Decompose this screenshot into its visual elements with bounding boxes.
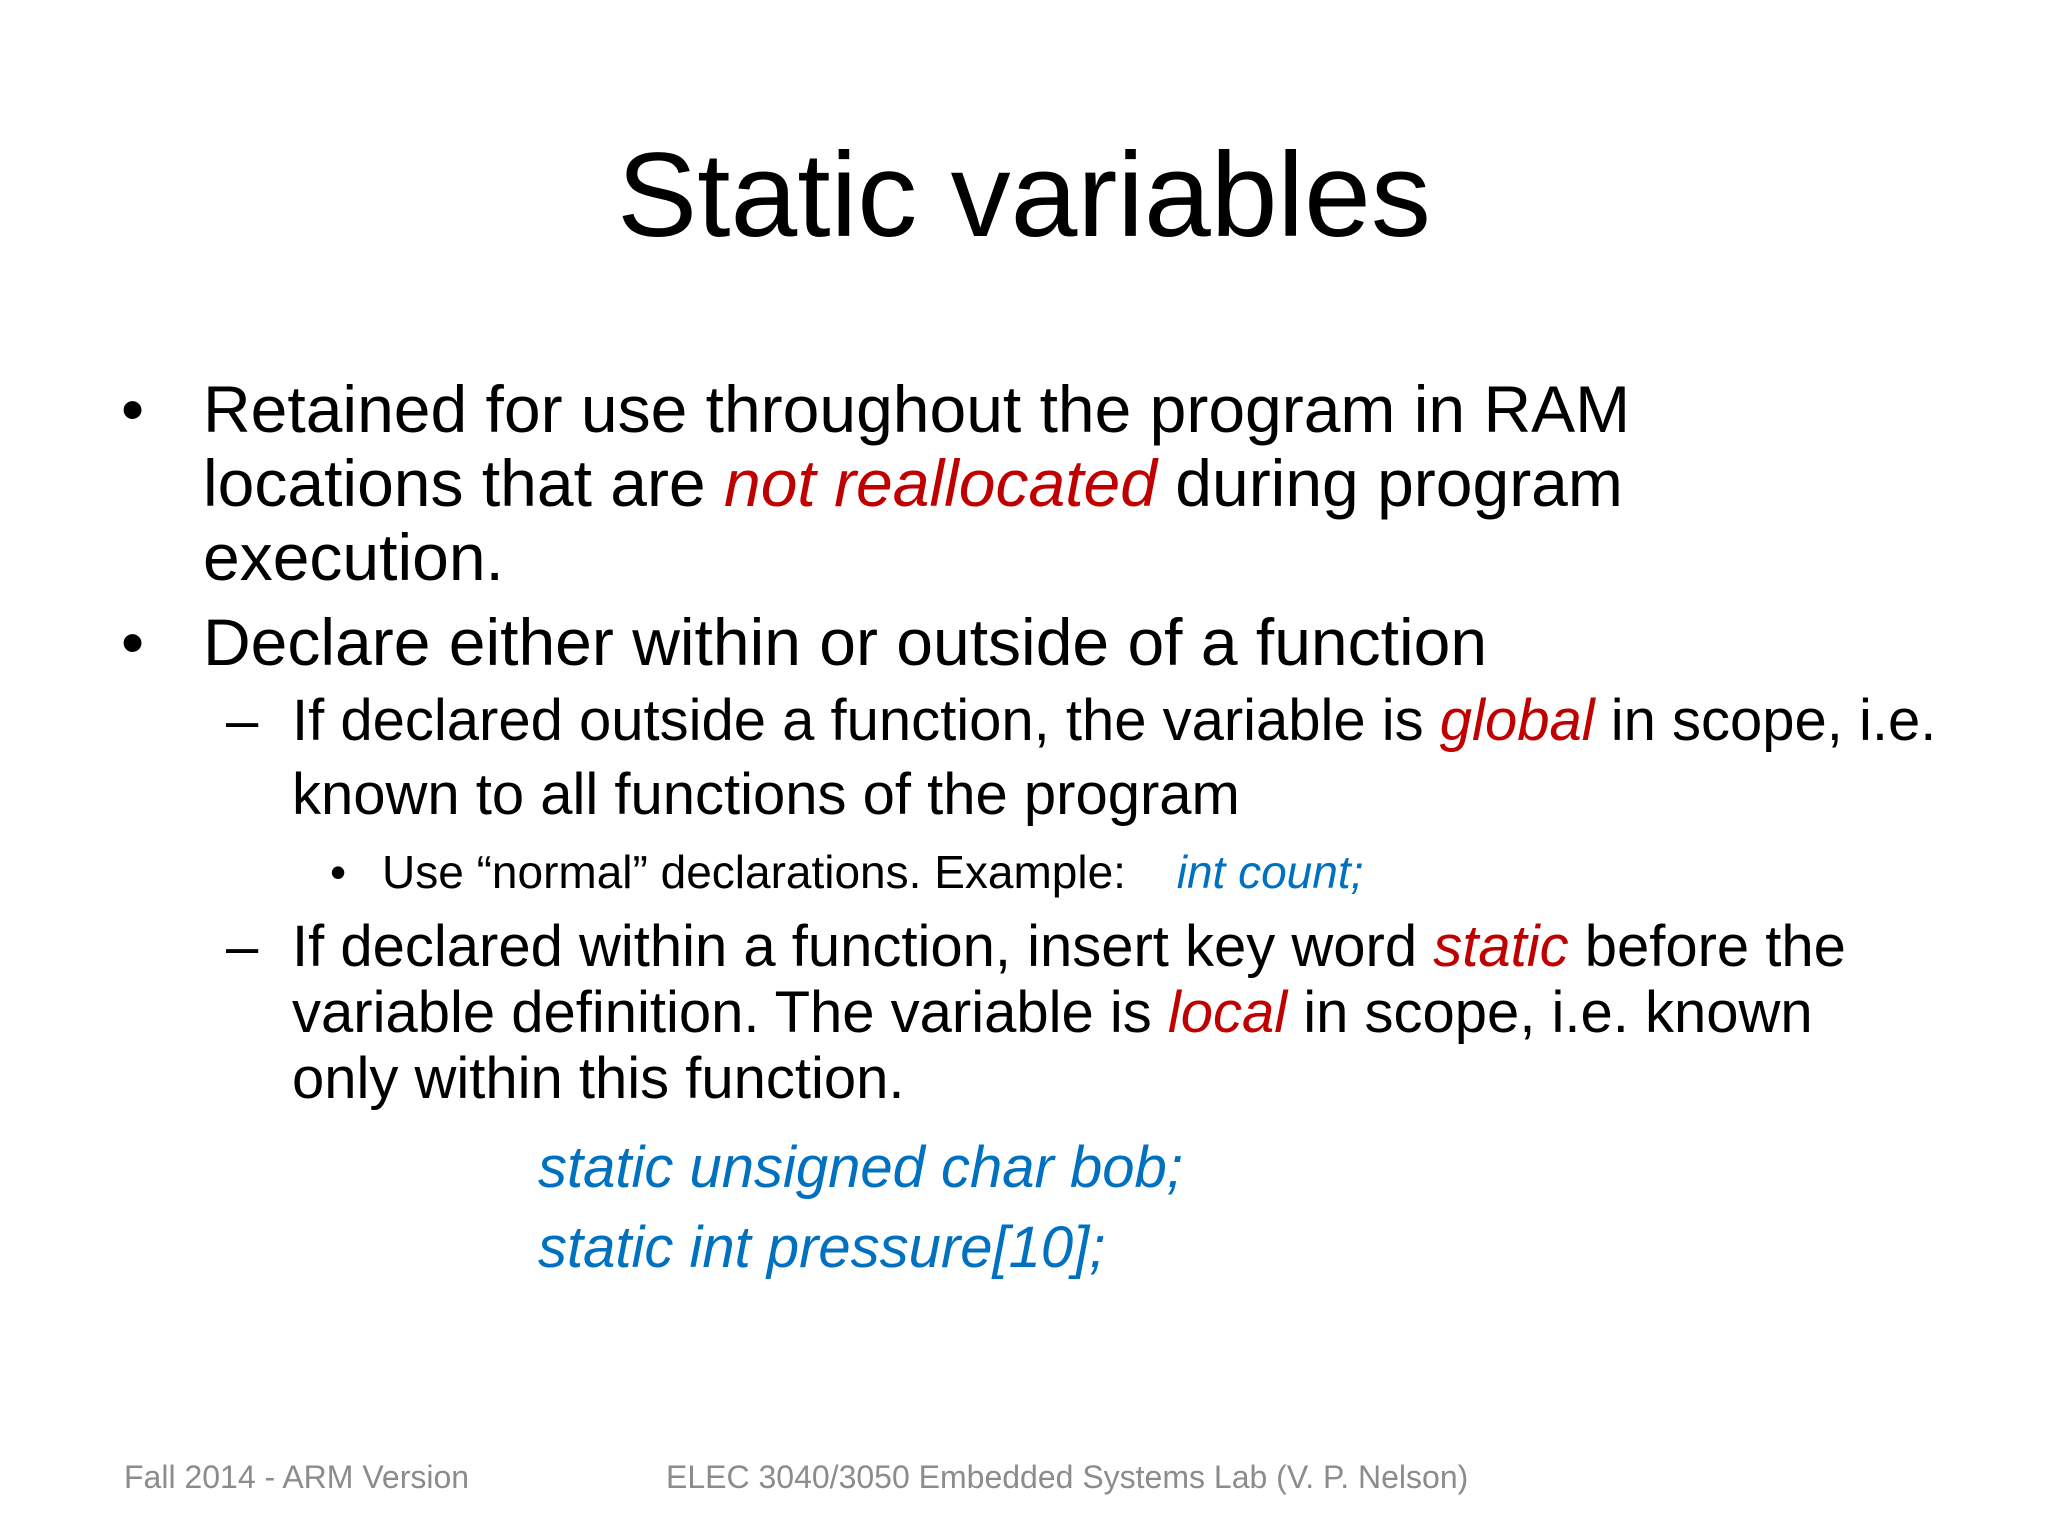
sub-bullet-global <box>226 684 2012 832</box>
bullet-text: Declare either within or outside of a function <box>203 605 1488 679</box>
bullet-text-part1: Retained for use throughout the program in RAM locations that are <box>203 372 1631 520</box>
dash-marker: – <box>226 688 259 753</box>
emphasis-local: local <box>1167 980 1288 1045</box>
emphasis-not-reallocated: not reallocated <box>723 446 1157 520</box>
bullet-marker: • <box>121 605 145 679</box>
bullet-marker: • <box>330 846 347 898</box>
slide-title: Static variables <box>617 128 1431 262</box>
footer-center: ELEC 3040/3050 Embedded Systems Lab (V. P. Nelson) <box>666 1459 1469 1495</box>
sub-text-part2: before the variable definition. The variable is <box>292 914 1846 1045</box>
bullet-declare <box>121 605 1903 679</box>
bullet-marker: • <box>121 372 145 446</box>
code-line-pressure: static int pressure[10]; <box>538 1215 1106 1280</box>
emphasis-global: global <box>1439 688 1595 753</box>
emphasis-static: static <box>1433 914 1569 979</box>
sub-bullet-local <box>226 914 1932 1112</box>
sub-text-part3: in scope, i.e. known only within this function. <box>292 980 1813 1111</box>
sub-text-part2: in scope, i.e. known to all functions of the program <box>292 688 1937 827</box>
bullet-retained <box>121 372 1763 594</box>
sub-text-part1: If declared outside a function, the variable is <box>292 688 1440 753</box>
point-text: Use “normal” declarations. Example: <box>382 846 1126 898</box>
code-int-count: int count; <box>1176 846 1364 898</box>
sub-point-normal-declarations <box>330 842 1982 902</box>
footer-left: Fall 2014 - ARM Version <box>124 1459 470 1495</box>
dash-marker: – <box>226 914 259 979</box>
bullet-text-part2: during program execution. <box>203 446 1623 594</box>
sub-text-part1: If declared within a function, insert key word <box>292 914 1434 979</box>
code-line-bob: static unsigned char bob; <box>538 1135 1183 1200</box>
